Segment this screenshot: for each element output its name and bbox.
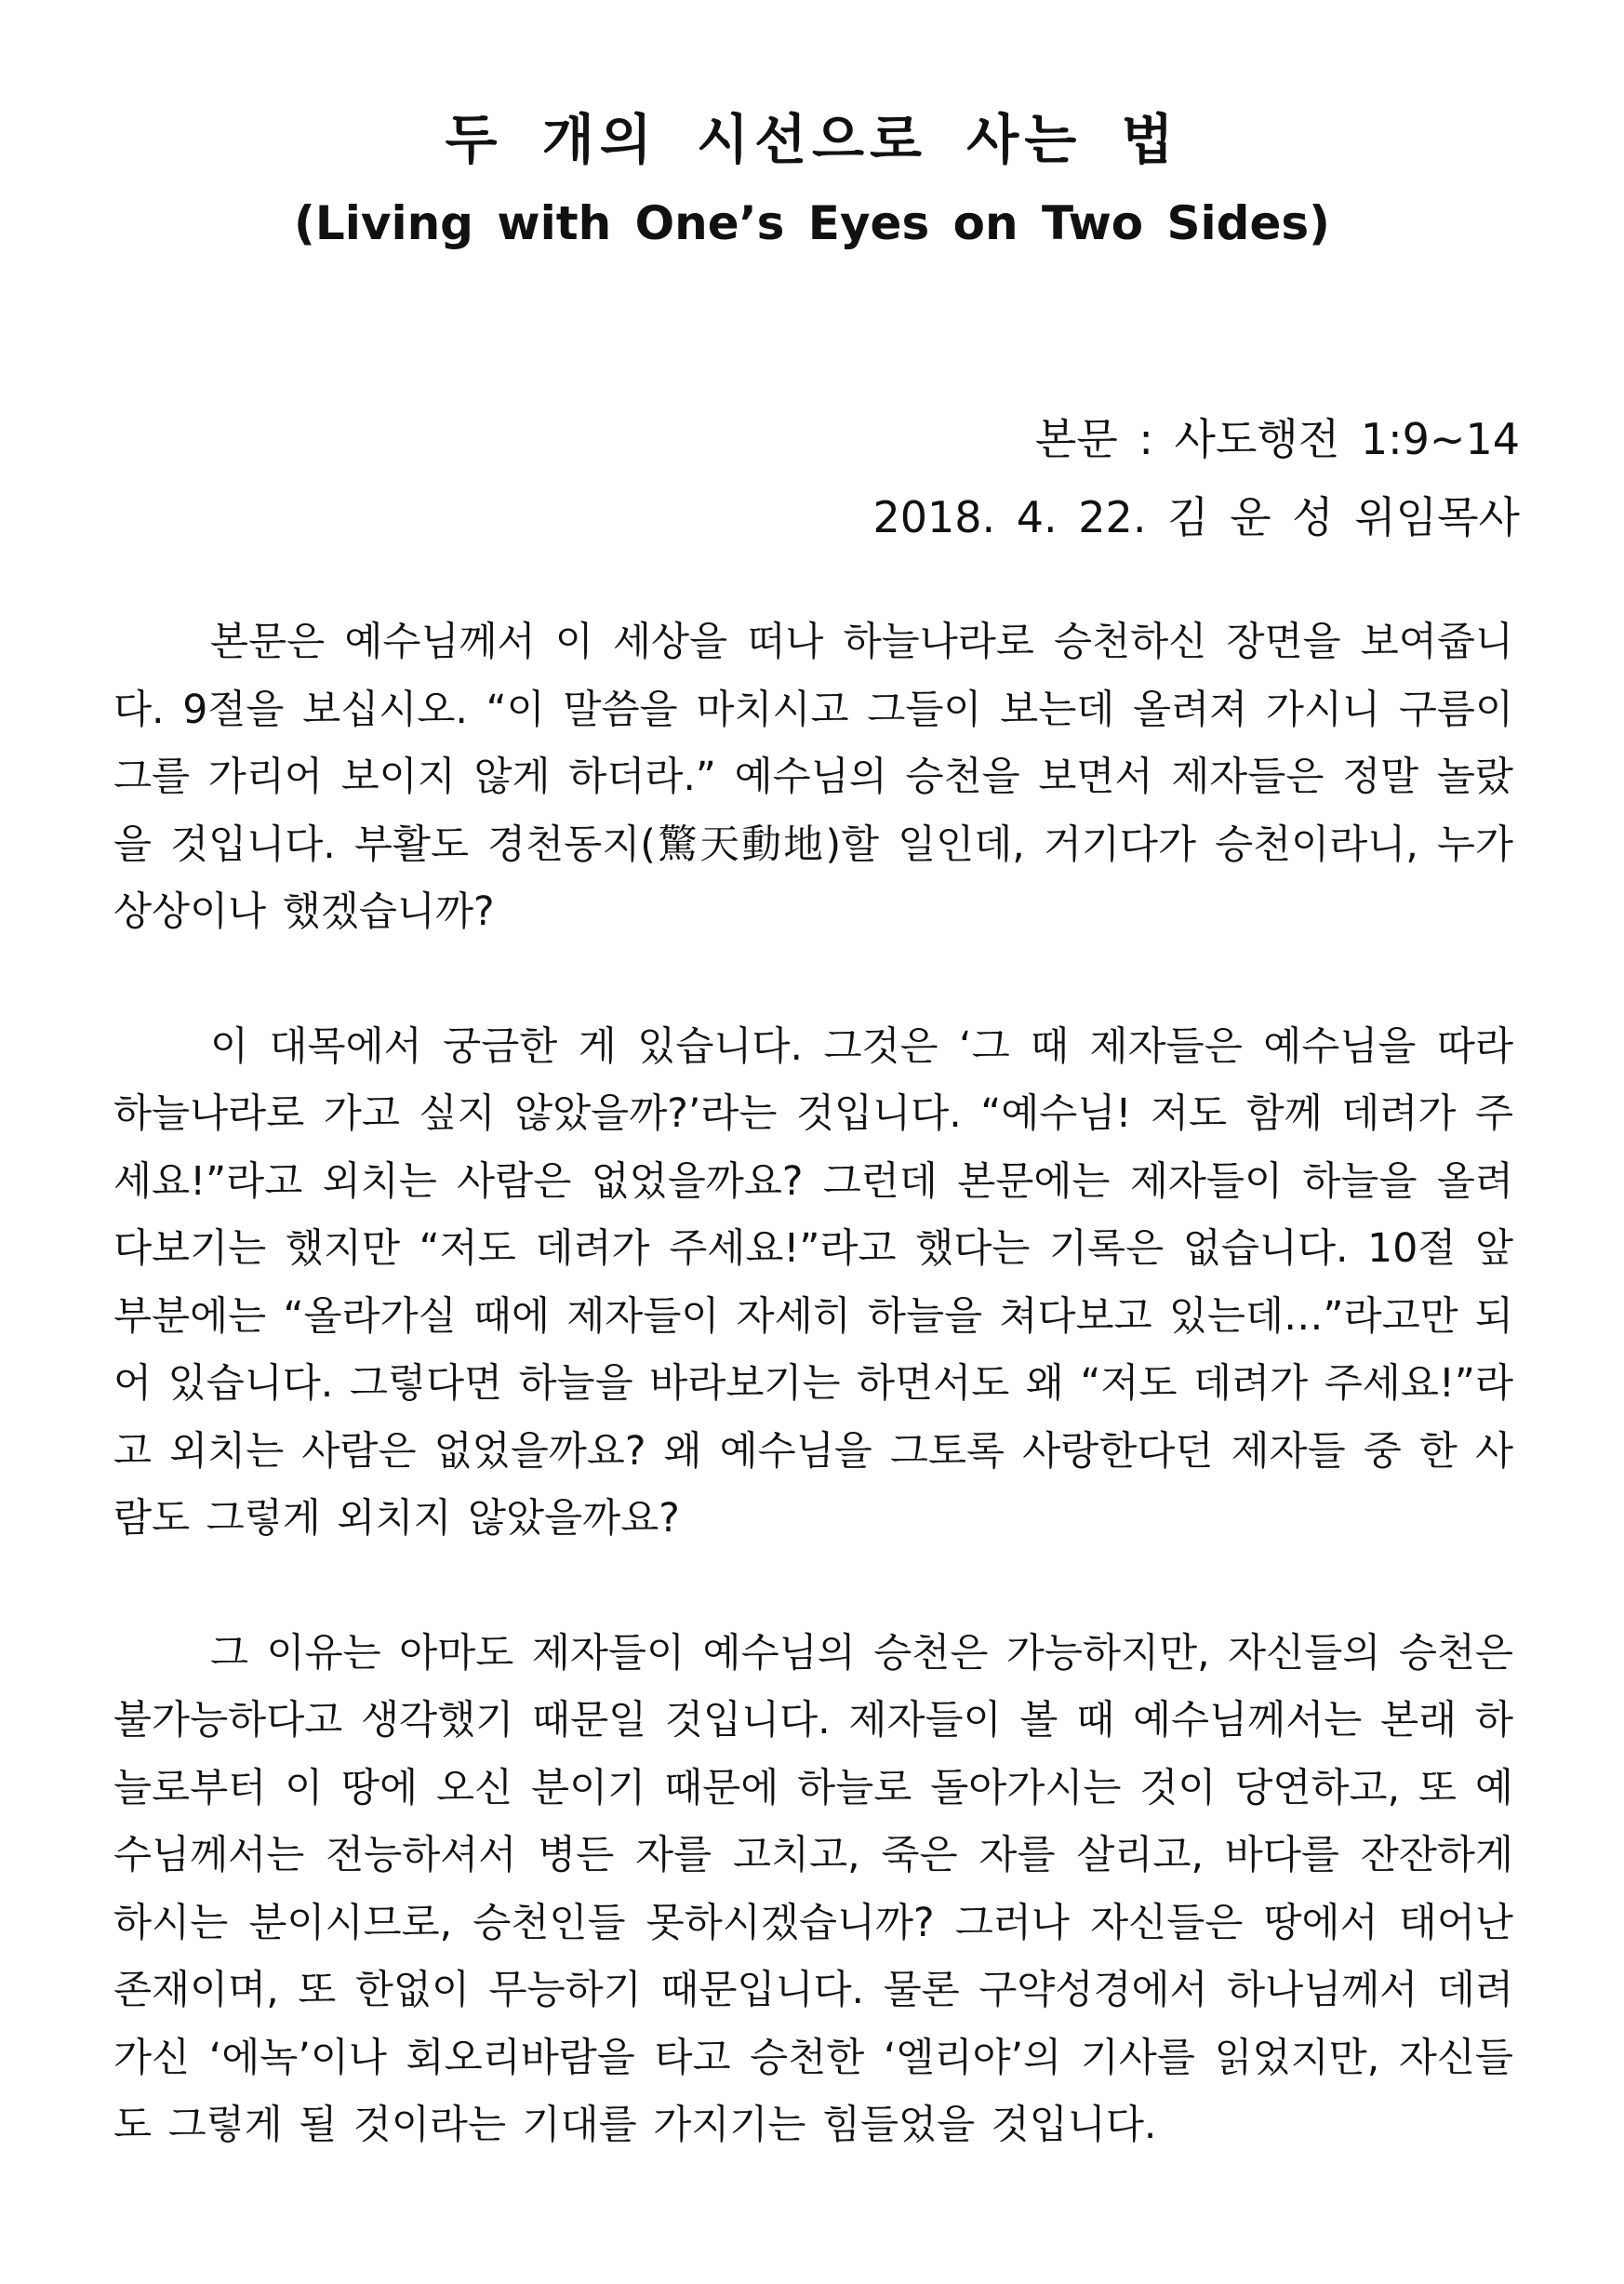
sermon-body xyxy=(113,609,1513,2227)
sermon-meta xyxy=(872,400,1520,556)
date-author: 2018. 4. 22. 김 운 성 위임목사 xyxy=(872,492,1520,542)
sermon-subtitle: (Living with One’s Eyes on Two Sides) xyxy=(294,196,1330,250)
paragraph: 이 대목에서 궁금한 게 있습니다. 그것은 ‘그 때 제자들은 예수님을 따라 하늘나라로 가고 싶지 않았을까?’라는 것입니다. “예수님! 저도 함께 데려가 주세요!”라고 외치는 사람은 없었을까요? 그런데 본문에는 제자들이 하늘을 올려다보기는 했지만 “저도 데려가 주세요!”라고 했다는 기록은 없습니다. 10절 앞부분에는 “올라가실 때에 제자들이 자세히 하늘을 쳐다보고 있는데…”라고만 되어 있습니다. 그렇다면 하늘을 바라보기는 하면서도 왜 “저도 데려가 주세요!”라고 외치는 사람은 없었을까요? 왜 예수님을 그토록 사랑한다던 제자들 중 한 사람도 그렇게 외치지 않았을까요? xyxy=(113,1023,1513,1542)
paragraph: 본문은 예수님께서 이 세상을 떠나 하늘나라로 승천하신 장면을 보여줍니다. 9절을 보십시오. “이 말씀을 마치시고 그들이 보는데 올려져 가시니 구름이 그를 가리어 보이지 않게 하더라.” 예수님의 승천을 보면서 제자들은 정말 놀랐을 것입니다. 부활도 경천동지(驚天動地)할 일인데, 거기다가 승천이라니, 누가 상상이나 했겠습니까? xyxy=(113,620,1513,935)
sermon-title: 두 개의 시선으로 사는 법 xyxy=(445,108,1179,171)
title-block xyxy=(0,102,1624,260)
scripture-reference: 본문 : 사도행전 1:9~14 xyxy=(1034,414,1520,464)
paragraph: 그 이유는 아마도 제자들이 예수님의 승천은 가능하지만, 자신들의 승천은 불가능하다고 생각했기 때문일 것입니다. 제자들이 볼 때 예수님께서는 본래 하늘로부터 이 땅에 오신 분이기 때문에 하늘로 돌아가시는 것이 당연하고, 또 예수님께서는 전능하셔서 병든 자를 고치고, 죽은 자를 살리고, 바다를 잔잔하게 하시는 분이시므로, 승천인들 못하시겠습니까? 그러나 자신들은 땅에서 태어난 존재이며, 또 한없이 무능하기 때문입니다. 물론 구약성경에서 하나님께서 데려가신 ‘에녹’이나 회오리바람을 타고 승천한 ‘엘리야’의 기사를 읽었지만, 자신들도 그렇게 될 것이라는 기대를 가지기는 힘들었을 것입니다. xyxy=(113,1630,1513,2148)
